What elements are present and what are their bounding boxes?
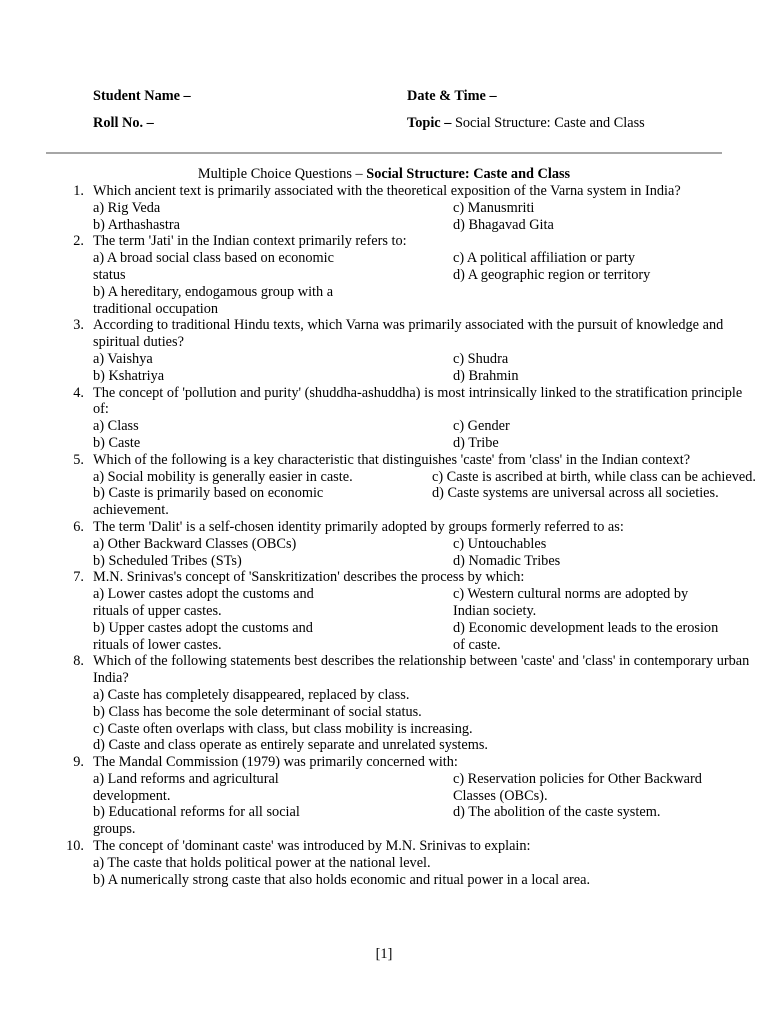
option-c: c) Caste often overlaps with class, but class mobility is increasing. (93, 720, 473, 737)
question-number: 9. (73, 754, 84, 771)
options-right (453, 250, 753, 317)
option-d: d) Caste systems are universal across all societies. (432, 485, 719, 502)
option-a: a) Rig Veda (93, 199, 161, 216)
option-c: c) A political affiliation or party (453, 250, 635, 267)
options-left (93, 351, 453, 385)
options-right (453, 351, 753, 385)
question-3 (66, 317, 756, 384)
option-d: d) A geographic region or territory (453, 266, 651, 283)
question-number: 2. (73, 233, 84, 250)
options-right (453, 418, 753, 452)
student-name-label: Student Name – (93, 88, 191, 104)
option-d: d) The abolition of the caste system. (453, 804, 661, 821)
options (93, 200, 756, 234)
question-text: M.N. Srinivas's concept of 'Sanskritization' describes the process by which: (93, 569, 525, 586)
option-a: a) Land reforms and agricultural development. (93, 770, 279, 804)
options (93, 586, 756, 653)
option-b: b) Class has become the sole determinant of social status. (93, 703, 422, 720)
options-left (93, 418, 453, 452)
options-left (93, 771, 333, 838)
option-b: b) A hereditary, endogamous group with a traditional occupation (93, 283, 334, 317)
page-number: [1] (375, 946, 393, 962)
topic-value: Social Structure: Caste and Class (454, 115, 645, 131)
option-b: b) A numerically strong caste that also holds economic and ritual power in a local area. (93, 871, 591, 888)
option-c: c) Manusmriti (453, 199, 535, 216)
question-4 (66, 385, 756, 452)
option-d: d) Caste and class operate as entirely separate and unrelated systems. (93, 737, 489, 754)
options (93, 250, 756, 317)
option-d: d) Bhagavad Gita (453, 216, 554, 233)
section-title-prefix: Multiple Choice Questions – (197, 166, 367, 182)
section-title (0, 166, 768, 183)
options-left (93, 536, 453, 570)
section-title-bold: Social Structure: Caste and Class (366, 166, 571, 182)
options (93, 351, 756, 385)
option-a: a) Caste has completely disappeared, replaced by class. (93, 686, 410, 703)
question-number: 4. (73, 384, 84, 401)
question-2 (66, 233, 756, 317)
question-number: 8. (73, 653, 84, 670)
question-text: Which of the following is a key characteristic that distinguishes 'caste' from 'class' in the Indian context? (93, 451, 691, 468)
option-a: a) Other Backward Classes (OBCs) (93, 535, 297, 552)
question-list (66, 183, 756, 888)
option-b: b) Educational reforms for all social groups. (93, 804, 300, 838)
option-b: b) Upper castes adopt the customs and rituals of lower castes. (93, 619, 313, 653)
question-text: The concept of 'dominant caste' was introduced by M.N. Srinivas to explain: (93, 838, 531, 855)
question-number: 7. (73, 569, 84, 586)
question-7 (66, 569, 756, 653)
option-d: d) Brahmin (453, 367, 519, 384)
option-c: c) Shudra (453, 350, 509, 367)
option-b: b) Arthashastra (93, 216, 180, 233)
options-right (453, 586, 723, 653)
options-left (93, 250, 358, 317)
option-a: a) A broad social class based on economic status (93, 250, 334, 283)
options-right (453, 200, 753, 234)
question-number: 5. (73, 451, 84, 468)
header-divider (46, 152, 722, 154)
question-6 (66, 519, 756, 569)
question-text: The concept of 'pollution and purity' (shuddha-ashuddha) is most intrinsically linked to the stratification principle of: (93, 384, 743, 418)
options (93, 771, 756, 838)
options-right (453, 771, 703, 838)
question-9 (66, 754, 756, 838)
option-c: c) Gender (453, 418, 510, 435)
topic-field (407, 115, 645, 132)
header (93, 88, 713, 142)
option-c: c) Reservation policies for Other Backward Classes (OBCs). (453, 770, 702, 804)
options (93, 855, 756, 889)
option-c: c) Western cultural norms are adopted by Indian society. (453, 586, 689, 619)
option-a: a) The caste that holds political power at the national level. (93, 854, 431, 871)
question-number: 3. (73, 317, 84, 334)
options (93, 687, 756, 754)
question-number: 10. (66, 838, 84, 855)
options-right (432, 469, 762, 519)
question-text: Which ancient text is primarily associated with the theoretical exposition of the Varna system in India? (93, 183, 681, 199)
options-left (93, 469, 393, 519)
options-left (93, 586, 343, 653)
question-text: The term 'Jati' in the Indian context primarily refers to: (93, 233, 407, 250)
question-number: 1. (73, 183, 84, 199)
date-time-label: Date & Time – (407, 88, 497, 104)
question-number: 6. (73, 518, 84, 535)
option-d: d) Economic development leads to the erosion of caste. (453, 619, 719, 653)
options (93, 469, 756, 519)
options (93, 418, 756, 452)
options-left (93, 200, 453, 234)
question-text: Which of the following statements best describes the relationship between 'caste' and 'class' in contemporary urban India? (93, 653, 750, 687)
topic-label: Topic – (407, 115, 452, 131)
question-1 (66, 183, 756, 233)
option-b: b) Kshatriya (93, 367, 165, 384)
question-10 (66, 838, 756, 888)
question-8 (66, 653, 756, 754)
option-d: d) Nomadic Tribes (453, 552, 561, 569)
question-text: According to traditional Hindu texts, which Varna was primarily associated with the pursuit of knowledge and spiritual duties? (93, 317, 724, 351)
option-a: a) Lower castes adopt the customs and rituals of upper castes. (93, 586, 314, 619)
option-c: c) Caste is ascribed at birth, while class can be achieved. (432, 468, 756, 485)
option-d: d) Tribe (453, 434, 499, 451)
header-row-2 (93, 115, 713, 142)
option-c: c) Untouchables (453, 535, 547, 552)
options (93, 536, 756, 570)
question-text: The term 'Dalit' is a self-chosen identity primarily adopted by groups formerly referred to as: (93, 518, 624, 535)
option-a: a) Class (93, 418, 139, 435)
option-b: b) Caste is primarily based on economic achievement. (93, 485, 324, 519)
question-5 (66, 452, 756, 519)
roll-no-label: Roll No. – (93, 115, 154, 131)
question-text: The Mandal Commission (1979) was primarily concerned with: (93, 754, 458, 771)
option-b: b) Caste (93, 434, 141, 451)
option-b: b) Scheduled Tribes (STs) (93, 552, 242, 569)
header-row-1 (93, 88, 713, 115)
option-a: a) Social mobility is generally easier in caste. (93, 468, 353, 485)
options-right (453, 536, 753, 570)
option-a: a) Vaishya (93, 350, 153, 367)
